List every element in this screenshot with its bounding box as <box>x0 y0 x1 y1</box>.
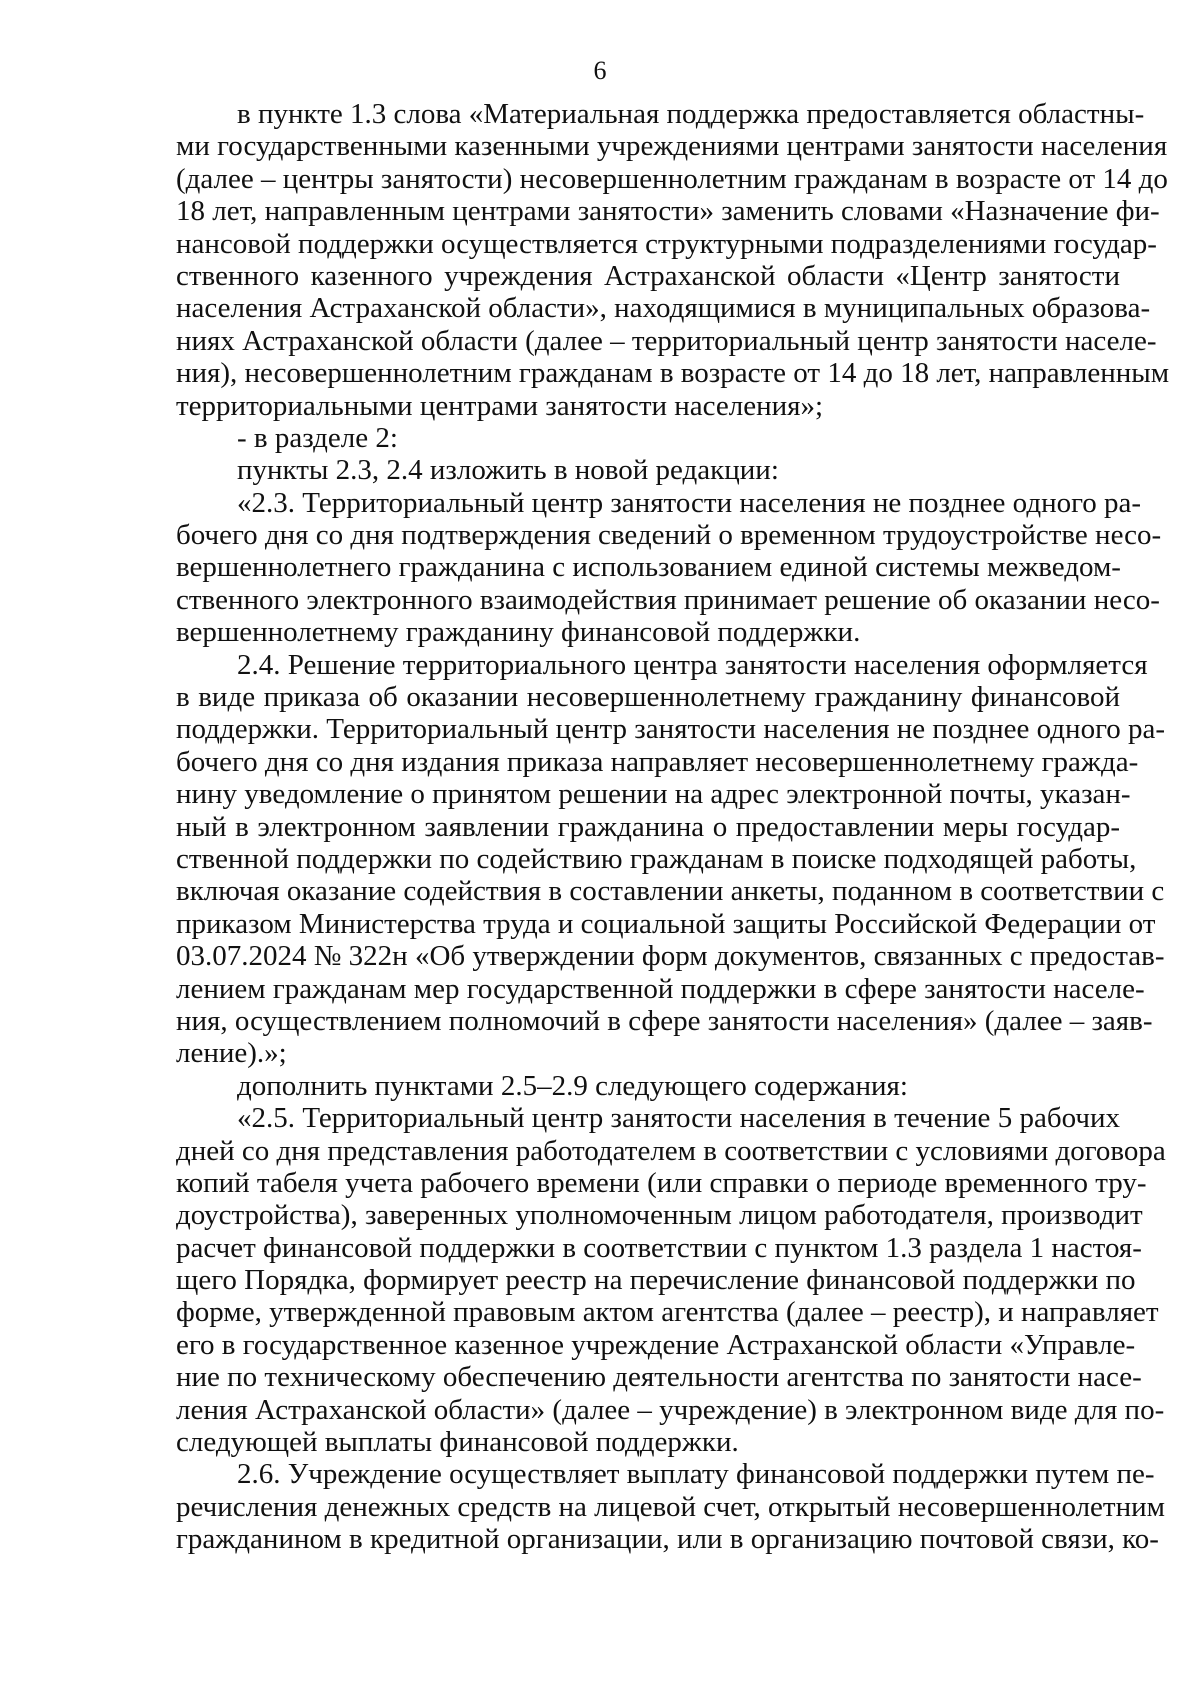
text-line: доустройства), заверенных уполномоченным лицом работодателя, производит <box>176 1199 1143 1232</box>
text-line: пункты 2.3, 2.4 изложить в новой редакции: <box>237 454 779 487</box>
text-line: в пункте 1.3 слова «Материальная поддержка предоставляется областны- <box>237 98 1145 130</box>
text-line: следующей выплаты финансовой поддержки. <box>176 1426 739 1459</box>
text-line: в виде приказа об оказании несовершеннолетнему гражданину финансовой <box>176 681 1120 714</box>
text-line: ление).»; <box>176 1037 287 1070</box>
text-line: территориальными центрами занятости населения»; <box>176 389 824 422</box>
text-line: «2.5. Территориальный центр занятости населения в течение 5 рабочих <box>237 1102 1120 1135</box>
text-line: ния, осуществлением полномочий в сфере занятости населения» (далее – заяв- <box>176 1004 1153 1037</box>
text-line: бочего дня со дня издания приказа направляет несовершеннолетнему гражда- <box>176 745 1139 778</box>
text-line: ние по техническому обеспечению деятельности агентства по занятости насе- <box>176 1361 1142 1394</box>
text-line: приказом Министерства труда и социальной защиты Российской Федерации от <box>176 907 1156 940</box>
text-line: (далее – центры занятости) несовершеннолетним гражданам в возрасте от 14 до <box>176 162 1168 195</box>
text-line: ми государственными казенными учреждениями центрами занятости населения <box>176 130 1168 163</box>
text-line: расчет финансовой поддержки в соответствии с пунктом 1.3 раздела 1 настоя- <box>176 1231 1142 1264</box>
text-line: ственного казенного учреждения Астраханской области «Центр занятости <box>176 259 1120 292</box>
text-line: 18 лет, направленным центрами занятости» заменить словами «Назначение фи- <box>176 195 1160 228</box>
text-line: ственной поддержки по содействию гражданам в поиске подходящей работы, <box>176 842 1137 875</box>
text-line: щего Порядка, формирует реестр на перечисление финансовой поддержки по <box>176 1264 1136 1297</box>
text-line: включая оказание содействия в составлении анкеты, поданном в соответствии с <box>176 875 1165 908</box>
text-line: 2.6. Учреждение осуществляет выплату финансовой поддержки путем пе- <box>237 1458 1155 1491</box>
text-line: населения Астраханской области», находящимися в муниципальных образова- <box>176 292 1151 325</box>
text-line: дней со дня представления работодателем в соответствии с условиями договора <box>176 1134 1166 1167</box>
text-line: форме, утвержденной правовым актом агентства (далее – реестр), и направляет <box>176 1296 1159 1329</box>
text-line: его в государственное казенное учреждение Астраханской области «Управле- <box>176 1328 1136 1361</box>
text-line: ления Астраханской области» (далее – учреждение) в электронном виде для по- <box>176 1393 1165 1426</box>
text-line: вершеннолетнего гражданина с использованием единой системы межведом- <box>176 551 1121 584</box>
text-line: ниях Астраханской области (далее – территориальный центр занятости населе- <box>176 324 1157 357</box>
text-line: нину уведомление о принятом решении на адрес электронной почты, указан- <box>176 778 1131 811</box>
text-line: 2.4. Решение территориального центра занятости населения оформляется <box>237 648 1148 681</box>
page-number: 6 <box>593 56 607 85</box>
text-line: речисления денежных средств на лицевой счет, открытый несовершеннолетним <box>176 1490 1165 1523</box>
text-line: нансовой поддержки осуществляется структурными подразделениями государ- <box>176 227 1157 260</box>
text-line: бочего дня со дня подтверждения сведений о временном трудоустройстве несо- <box>176 519 1162 552</box>
text-line: поддержки. Территориальный центр занятости населения не позднее одного ра- <box>176 713 1166 746</box>
text-line: копий табеля учета рабочего времени (или справки о периоде временного тру- <box>176 1166 1147 1199</box>
text-line: ный в электронном заявлении гражданина о предоставлении меры государ- <box>176 810 1120 843</box>
text-line: 03.07.2024 № 322н «Об утверждении форм документов, связанных с предостав- <box>176 940 1165 973</box>
document-body <box>176 98 1170 1556</box>
text-line: лением гражданам мер государственной поддержки в сфере занятости населе- <box>176 972 1145 1005</box>
text-line: вершеннолетнему гражданину финансовой поддержки. <box>176 616 861 649</box>
text-line: ния), несовершеннолетним гражданам в возрасте от 14 до 18 лет, направленным <box>176 357 1170 390</box>
text-line: - в разделе 2: <box>237 421 398 454</box>
text-line: «2.3. Территориальный центр занятости населения не позднее одного ра- <box>237 486 1142 519</box>
text-line: дополнить пунктами 2.5–2.9 следующего содержания: <box>237 1069 908 1102</box>
text-line: гражданином в кредитной организации, или в организацию почтовой связи, ко- <box>176 1523 1159 1556</box>
text-line: ственного электронного взаимодействия принимает решение об оказании несо- <box>176 583 1160 616</box>
